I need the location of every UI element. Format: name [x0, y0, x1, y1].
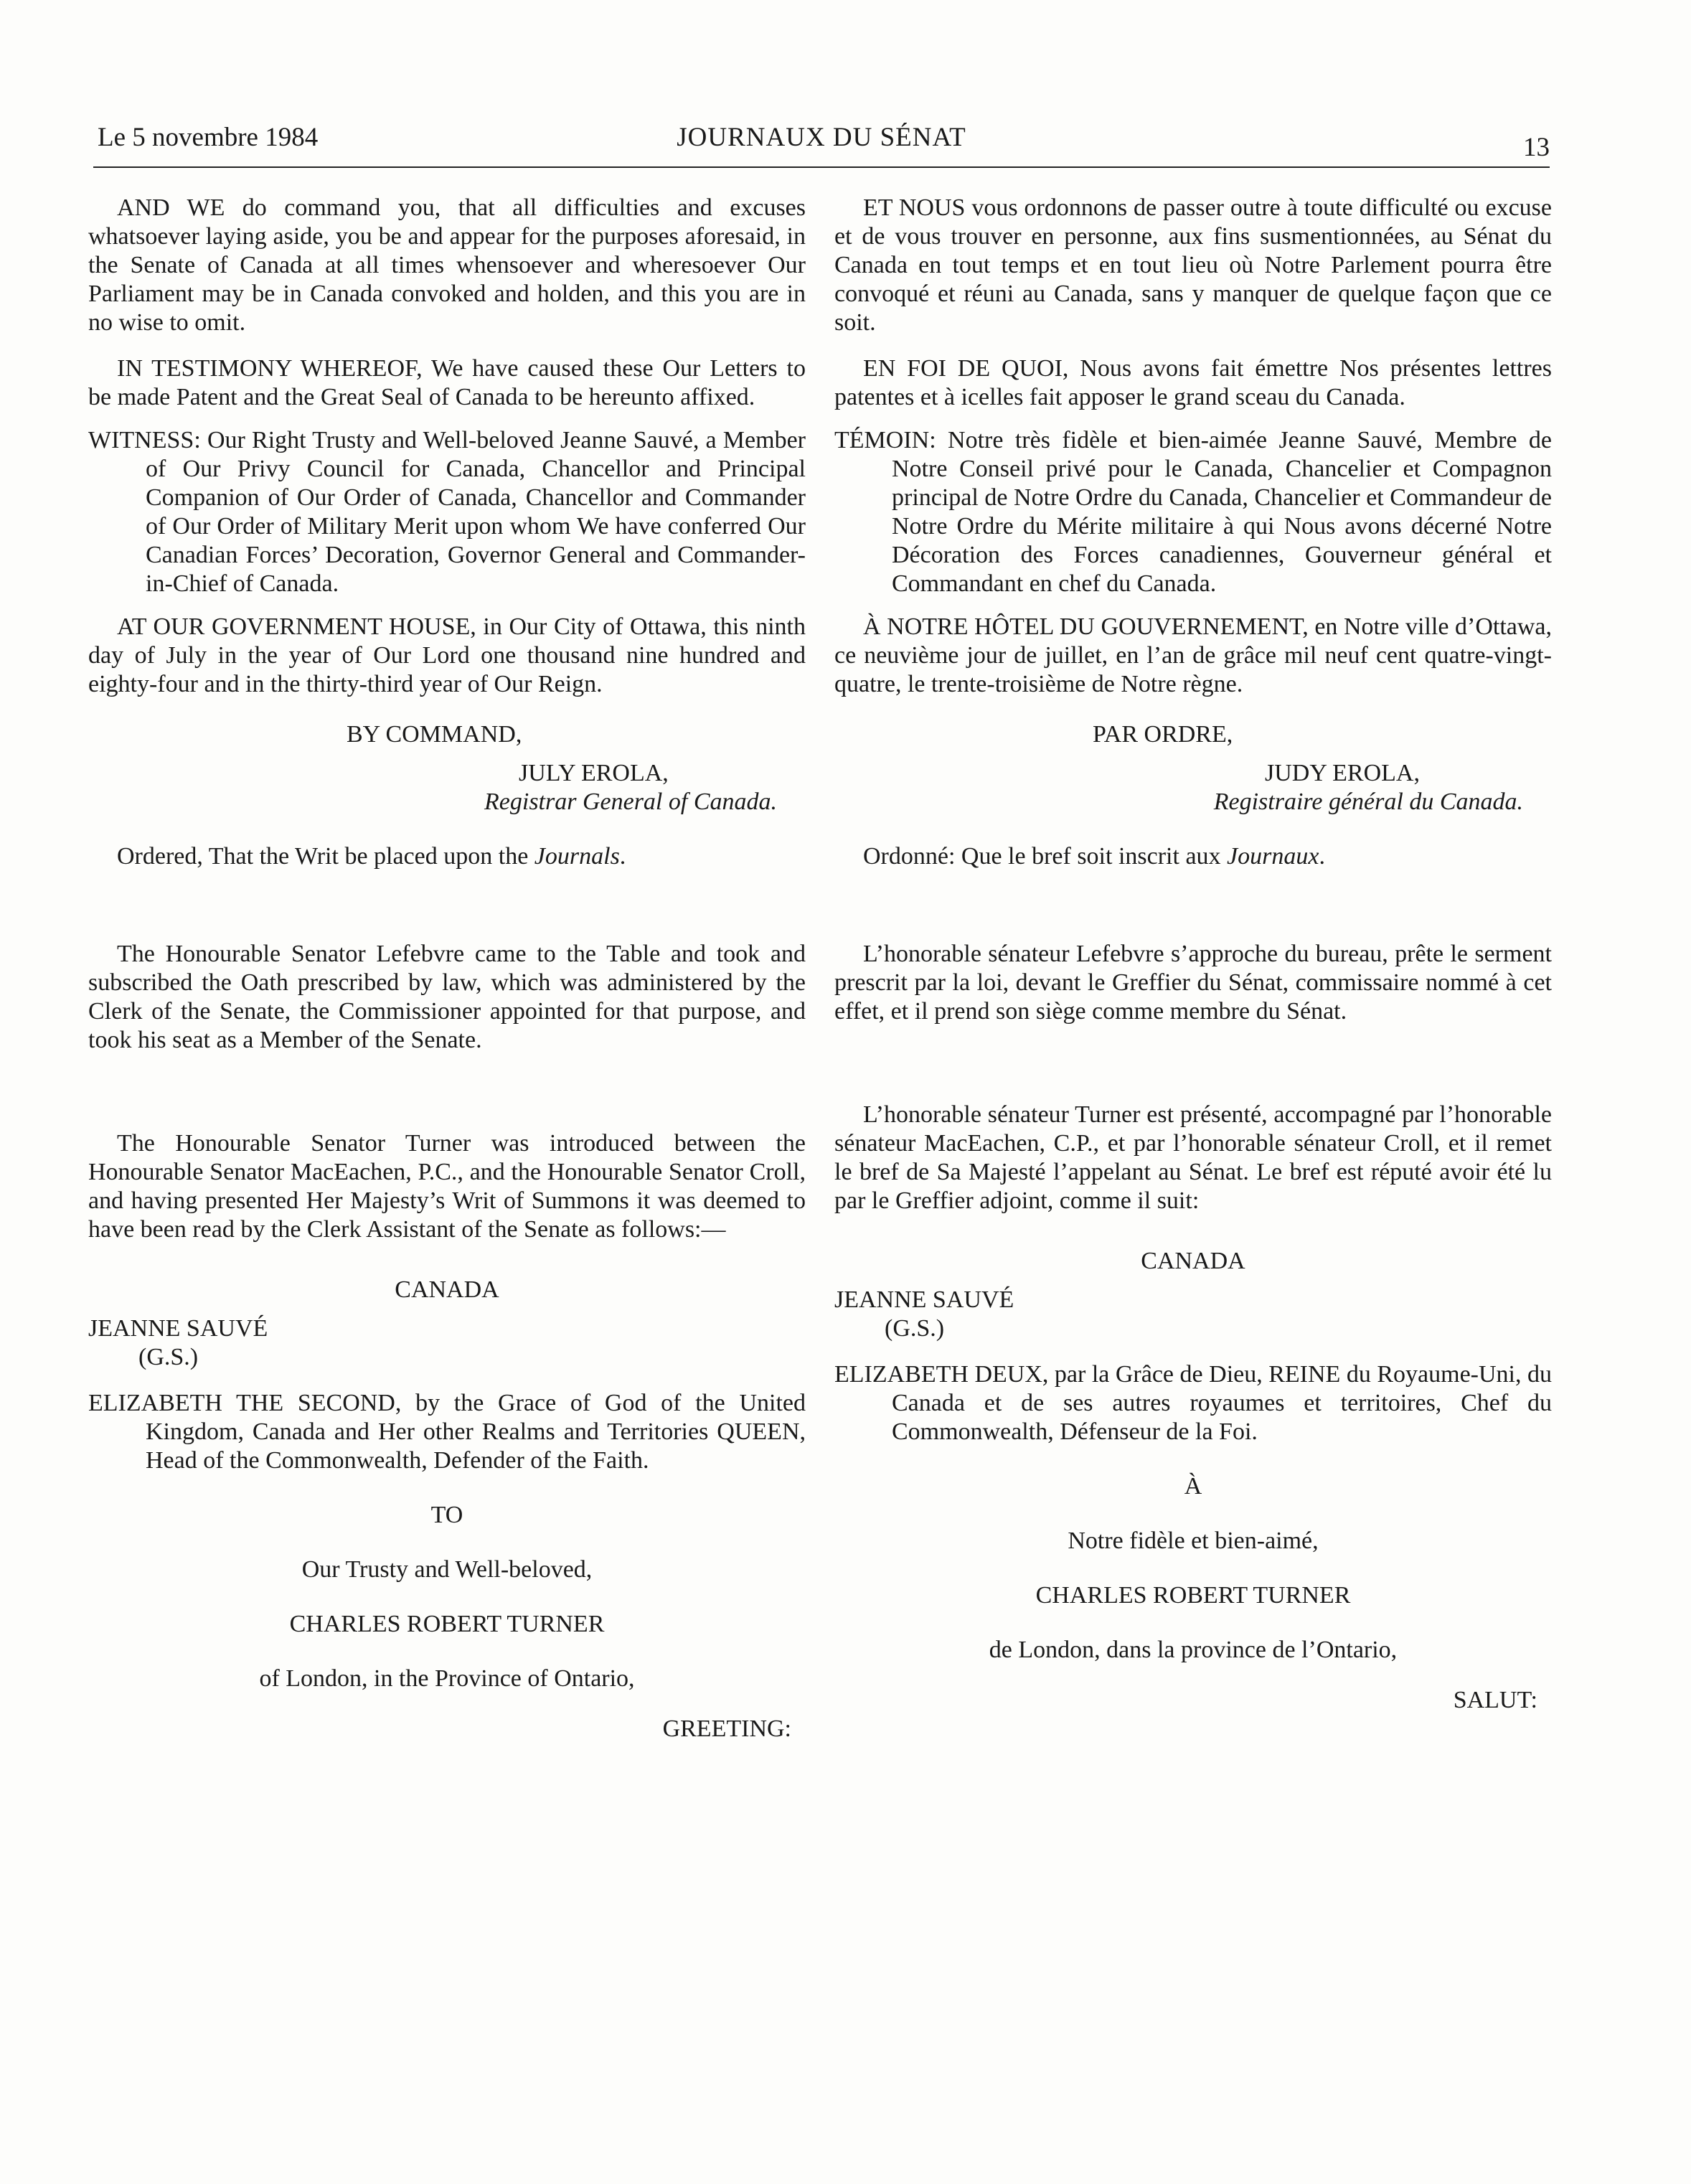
greeting: GREETING:: [662, 1715, 791, 1742]
appointee-place: of London, in the Province of Ontario,: [259, 1665, 635, 1692]
governor-general-name: JEANNE SAUVÉ: [88, 1315, 268, 1342]
government-house-paragraph-fr: À NOTRE HÔTEL DU GOUVERNEMENT, en Notre ville d’Ottawa, ce neuvième jour de juillet, en l’an de grâce mil neuf cent quatre-vingt-quatre, le trente-troisième de Notre règne.: [834, 613, 1552, 697]
command-paragraph: AND WE do command you, that all difficulties and excuses whatsoever laying aside, you be and appear for the purposes aforesaid, in the Senate of Canada at all times whensoever and wheresoever Our Parliament may be in Canada convoked and holden, and this you are in no wise to omit.: [88, 194, 806, 336]
command-paragraph-fr: ET NOUS vous ordonnons de passer outre à toute difficulté ou excuse et de vous trouver en personne, aux fins susmentionnées, au Sénat du Canada en tout temps et en tout lieu où Notre Parlement pourra être convoqué et réuni au Canada, sans y manquer de quelque façon que ce soit.: [834, 194, 1552, 336]
governor-general-abbr: (G.S.): [138, 1344, 199, 1370]
header-date: Le 5 novembre 1984: [98, 123, 319, 152]
governor-general-abbr-fr: (G.S.): [885, 1315, 945, 1342]
testimony-paragraph-fr: EN FOI DE QUOI, Nous avons fait émettre Nos présentes lettres patentes et à icelles fait apposer le grand sceau du Canada.: [834, 355, 1552, 410]
signer-name-fr: JUDY EROLA,: [1265, 760, 1420, 786]
ordered-suffix: .: [619, 843, 626, 870]
ordered-text: Ordered, That the Writ be placed upon the: [117, 843, 534, 870]
canada-heading: CANADA: [395, 1276, 499, 1303]
government-house-paragraph: AT OUR GOVERNMENT HOUSE, in Our City of Ottawa, this ninth day of July in the year of Our Lord one thousand nine hundred and eighty-four and in the thirty-third year of Our Reign.: [88, 613, 806, 697]
turner-paragraph: The Honourable Senator Turner was introduced between the Honourable Senator MacEachen, P.C., and the Honourable Senator Croll, and having presented Her Majesty’s Writ of Summons it was deemed to have been read by the Clerk Assistant of the Senate as follows:—: [88, 1130, 806, 1243]
signer-title: Registrar General of Canada.: [484, 789, 777, 815]
french-column: [834, 194, 1552, 1715]
page-number: 13: [1523, 133, 1550, 162]
lefebvre-paragraph-fr: L’honorable sénateur Lefebvre s’approche du bureau, prête le serment prescrit par la loi, devant le Greffier du Sénat, commissaire nommé à cet effet, et il prend son siège comme membre du Sénat.: [834, 941, 1552, 1025]
by-command-fr: PAR ORDRE,: [1093, 721, 1233, 748]
governor-general-name-fr: JEANNE SAUVÉ: [834, 1286, 1014, 1313]
greeting-fr: SALUT:: [1453, 1687, 1537, 1713]
trusty-line-fr: Notre fidèle et bien-aimé,: [1068, 1528, 1319, 1554]
appointee-name: CHARLES ROBERT TURNER: [289, 1611, 605, 1637]
lefebvre-paragraph: The Honourable Senator Lefebvre came to the Table and took and subscribed the Oath prescribed by law, which was administered by the Clerk of the Senate, the Commissioner appointed for that purpose, and took his seat as a Member of the Senate.: [88, 941, 806, 1053]
to-line: TO: [430, 1502, 463, 1528]
ordered-italic: Journals: [534, 843, 620, 870]
header-title: JOURNAUX DU SÉNAT: [677, 123, 966, 152]
canada-heading-fr: CANADA: [1141, 1248, 1245, 1274]
witness-paragraph-fr: TÉMOIN: Notre très fidèle et bien-aimée Jeanne Sauvé, Membre de Notre Conseil privé pour le Canada, Chancelier et Compagnon principal de Notre Ordre du Canada, Chancelier et Commandeur de Notre Ordre du Mérite militaire à qui Nous avons décerné Notre Décoration des Forces canadiennes, Gouverneur général et Commandant en chef du Canada.: [834, 427, 1552, 597]
signer-title-fr: Registraire général du Canada.: [1213, 789, 1523, 815]
ordered-text-fr: Ordonné: Que le bref soit inscrit aux: [863, 843, 1228, 870]
appointee-place-fr: de London, dans la province de l’Ontario,: [989, 1637, 1398, 1663]
english-column: [88, 194, 806, 1743]
ordered-line: [88, 842, 806, 871]
appointee-name-fr: CHARLES ROBERT TURNER: [1035, 1582, 1351, 1609]
queen-paragraph-fr: ELIZABETH DEUX, par la Grâce de Dieu, REINE du Royaume-Uni, du Canada et de ses autres royaumes et territoires, Chef du Commonwealth, Défenseur de la Foi.: [834, 1361, 1552, 1445]
queen-paragraph: ELIZABETH THE SECOND, by the Grace of God of the United Kingdom, Canada and Her other Realms and Territories QUEEN, Head of the Commonwealth, Defender of the Faith.: [88, 1390, 806, 1474]
witness-paragraph: WITNESS: Our Right Trusty and Well-beloved Jeanne Sauvé, a Member of Our Privy Council for Canada, Chancellor and Principal Companion of Our Order of Canada, Chancellor and Commander of Our Order of Military Merit upon whom We have conferred Our Canadian Forces’ Decoration, Governor General and Commander-in-Chief of Canada.: [88, 427, 806, 597]
header-rule: [93, 166, 1550, 168]
by-command: BY COMMAND,: [347, 721, 522, 748]
testimony-paragraph: IN TESTIMONY WHEREOF, We have caused these Our Letters to be made Patent and the Great Seal of Canada to be hereunto affixed.: [88, 355, 806, 410]
signer-name: JULY EROLA,: [519, 760, 669, 786]
page-header: [93, 122, 1550, 165]
to-line-fr: À: [1184, 1473, 1202, 1500]
ordered-italic-fr: Journaux: [1227, 843, 1319, 870]
ordered-suffix-fr: .: [1319, 843, 1325, 870]
turner-paragraph-fr: L’honorable sénateur Turner est présenté, accompagné par l’honorable sénateur MacEachen, C.P., et par l’honorable sénateur Croll, et il remet le bref de Sa Majesté l’appelant au Sénat. Le bref est réputé avoir été lu par le Greffier adjoint, comme il suit:: [834, 1101, 1552, 1214]
trusty-line: Our Trusty and Well-beloved,: [301, 1556, 593, 1583]
ordered-line-fr: [834, 842, 1552, 871]
